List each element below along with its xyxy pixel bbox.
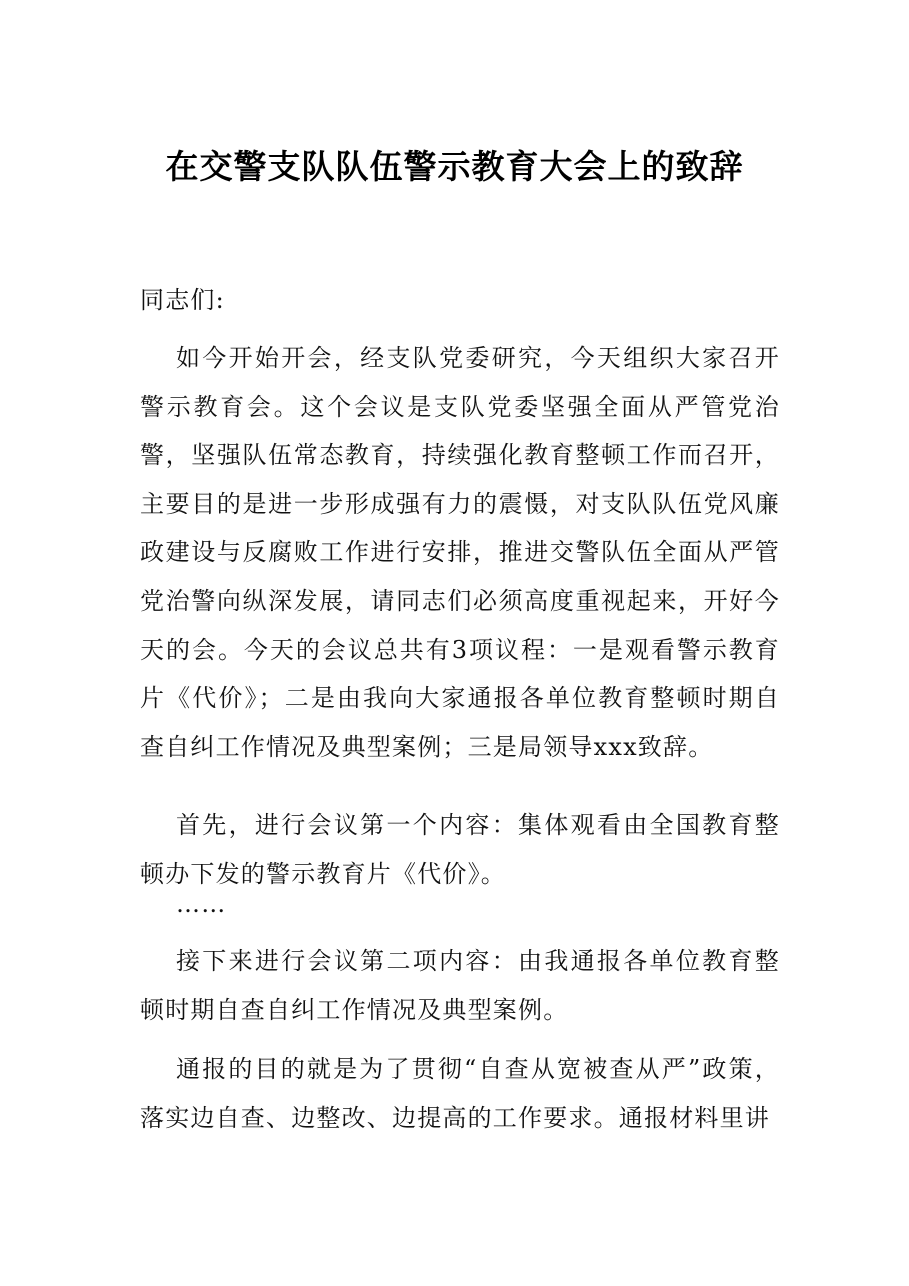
salutation: 同志们:: [140, 286, 225, 314]
document-title: 在交警支队队伍警示教育大会上的致辞: [165, 147, 744, 186]
paragraph-opening: 如今开始开会，经支队党委研究，今天组织大家召开警示教育会。这个会议是支队党委坚强全面从严管党治警，坚强队伍常态教育，持续强化教育整顿工作而召开，主要目的是进一步形成强有力的震慑，对支队队伍党风廉政建设与反腐败工作进行安排，推进交警队伍全面从严管党治警向纵深发展，请同志们必须高度重视起来，开好今天的会。今天的会议总共有3项议程：一是观看警示教育片《代价》；二是由我向大家通报各单位教育整顿时期自查自纠工作情况及典型案例；三是局领导xxx致辞。: [140, 344, 780, 761]
paragraph-ellipsis: ……: [176, 890, 227, 918]
paragraph-first-item: 首先，进行会议第一个内容：集体观看由全国教育整顿办下发的警示教育片《代价》。: [140, 811, 780, 888]
paragraph-second-item: 接下来进行会议第二项内容：由我通报各单位教育整顿时期自查自纠工作情况及典型案例。: [140, 947, 780, 1024]
paragraph-notice-purpose: 通报的目的就是为了贯彻“自查从宽被查从严”政策，落实边自查、边整改、边提高的工作要求。通报材料里讲: [140, 1055, 780, 1132]
